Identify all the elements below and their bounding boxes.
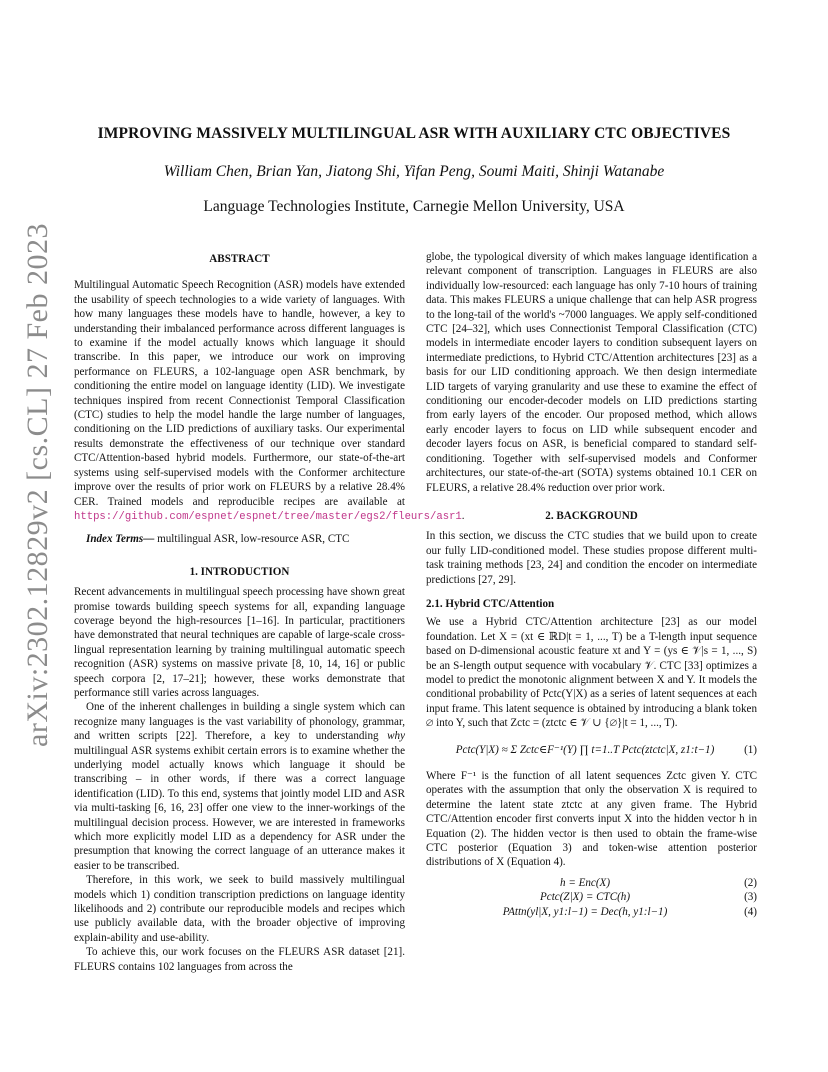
equation-1 bbox=[426, 743, 757, 757]
equation-4 bbox=[426, 905, 757, 919]
equation-3-number: (3) bbox=[744, 891, 757, 904]
background-heading: 2. BACKGROUND bbox=[545, 509, 638, 522]
intro-paragraph-2 bbox=[74, 700, 405, 873]
arxiv-side-label bbox=[20, 223, 56, 747]
equation-3-body: Pctc(Z|X) = CTC(h) bbox=[540, 891, 631, 904]
subsection-heading: 2.1. Hybrid CTC/Attention bbox=[426, 597, 555, 610]
equation-1-number: (1) bbox=[744, 743, 757, 756]
equation-1-body: Pctc(Y|X) ≈ Σ Zctc∈F⁻¹(Y) ∏ t=1..T Pctc(ztctc|X, z1:t−1) bbox=[455, 743, 715, 756]
index-terms bbox=[74, 532, 405, 546]
intro-paragraph-4: To achieve this, our work focuses on the FLEURS ASR dataset [21]. FLEURS contains 102 languages from across the bbox=[74, 946, 405, 973]
arxiv-identifier: arXiv:2302.12829v2 [cs.CL] 27 Feb 2023 bbox=[21, 223, 54, 747]
affiliation: Language Technologies Institute, Carnegie Mellon University, USA bbox=[203, 198, 625, 215]
intro-p2-rest: multilingual ASR systems exhibit certain errors is to examine whether the underlying model actually knows which language it should be transcribing – in other words, if there was a correct language identification (LID). To this end, systems that jointly model LID and ASR via multi-tasking [6, 16, 23] offer one view to the inner-workings of the multilingual decision process. However, we are interested in frameworks which more explicitly model LID as a dependency for ASR under the presumption that knowing the correct language of an utterance makes it easier to be transcribed. bbox=[74, 744, 405, 872]
equation-4-body: PAttn(yl|X, y1:l−1) = Dec(h, y1:l−1) bbox=[502, 905, 668, 918]
background-paragraph: In this section, we discuss the CTC studies that we build upon to create our fully LID-conditioned model. These studies propose different multi-task training methods [23, 24] and condition the encoder on intermediate predictions [27, 29]. bbox=[426, 530, 757, 586]
left-column bbox=[74, 252, 465, 974]
equation-4-number: (4) bbox=[744, 905, 757, 918]
repo-link[interactable]: https://github.com/espnet/espnet/tree/master/egs2/fleurs/asr1 bbox=[74, 510, 462, 523]
index-terms-label: Index Terms— bbox=[86, 533, 155, 546]
abstract-end: . bbox=[461, 509, 465, 522]
abstract-heading: ABSTRACT bbox=[209, 253, 270, 265]
hybrid-paragraph-2: Where F⁻¹ is the function of all latent sequences Zctc given Y. CTC operates with the assumption that only the observation X is required to determine the latent state ztctc at any given frame. The Hybrid CTC/Attention encoder first converts input X into the hidden vector h in Equation (2). The hidden vector is then used to obtain the frame-wise CTC posterior (Equation 3) and token-wise attention posterior distributions of X (Equation 4). bbox=[426, 770, 757, 869]
abstract-body: Multilingual Automatic Speech Recognition (ASR) models have extended the usability of speech technologies to a wide variety of languages. With how many languages these models have to handle, however, a key to understanding their imbalanced performance across different languages is to examine if the model actually knows which language it should transcribe. In this paper, we introduce our work on improving performance on FLEURS, a 102-language open ASR benchmark, by conditioning the entire model on language identity (LID). We investigate techniques inspired from recent Connectionist Temporal Classification (CTC) studies to help the model handle the large number of languages, conditioning on the LID predictions of auxiliary tasks. Our experimental results demonstrate the effectiveness of our technique over standard CTC/Attention-based hybrid models. Furthermore, our state-of-the-art systems using self-supervised models with the Conformer architecture improve over the results of prior work on FLEURS by a relative 28.4% CER. Trained models and reproducible recipes are available at bbox=[74, 279, 405, 508]
index-terms-text: multilingual ASR, low-resource ASR, CTC bbox=[157, 533, 350, 546]
intro-paragraph-1: Recent advancements in multilingual speech processing have shown great promise towards building speech systems for all, expanding language coverage beyond the high-resources [1–16]. In particular, practitioners have demonstrated that neural techniques are capable of large-scale cross-lingual representation learning by training multilingual automatic speech recognition (ASR) systems on massive private [8, 10, 14, 16] or public speech corpora [2, 17–21]; however, these works demonstrate that performance still varies across languages. bbox=[74, 586, 405, 699]
equation-2-body: h = Enc(X) bbox=[560, 876, 611, 889]
equation-3 bbox=[426, 890, 757, 904]
hybrid-paragraph-1: We use a Hybrid CTC/Attention architecture [23] as our model foundation. Let X = (xt ∈ ℝD|t = 1, ..., T) be a T-length input sequence based on D-dimensional acoustic feature xt and Y = (ys ∈ 𝒱|s = 1, ..., S) be an S-length output sequence with vocabulary 𝒱. CTC [33] optimizes a model to predict the monotonic alignment between X and Y. It models the conditional probability of Pctc(Y|X) as a series of latent sequences at each input frame. This latent sequence is obtained by introducing a blank token ∅ into Y, such that Zctc = (ztctc ∈ 𝒱 ∪ {∅}|t = 1, ..., T). bbox=[426, 616, 757, 730]
intro-paragraph-3: Therefore, in this work, we seek to build massively multilingual models which 1) condition transcription predictions on language identity likelihoods and 2) contribute our reproducible models and recipes which use publicly available data, with the broader objective of improving explain-ability and use-ability. bbox=[74, 874, 405, 944]
paper-title: IMPROVING MASSIVELY MULTILINGUAL ASR WITH AUXILIARY CTC OBJECTIVES bbox=[97, 125, 731, 142]
intro-continued: globe, the typological diversity of which makes language identification a relevant component of transcription. Languages in FLEURS are also individually low-resourced: each language has only 7-10 hours of training data. This makes FLEURS a unique challenge that can help ASR progress to the long-tail of the world's ~7000 languages. We apply self-conditioned CTC [24–32], which uses Connectionist Temporal Classification (CTC) models in intermediate encoder layers to condition subsequent layers on intermediate predictions, to Hybrid CTC/Attention architectures [23] as a basis for our LID conditioning approach. We then design intermediate LID targets of varying granularity and use these to examine the effect of conditioning our encoder-decoder models on LID predictions starting from early layers of the encoder. Our proposed method, which allows early encoder layers to focus on LID while subsequent encoder and decoder layers focus on ASR, is beneficial compared to standard self-conditioning. Together with self-supervised models and Conformer architectures, our state-of-the-art (SOTA) systems obtained 10.1 CER on FLEURS, a relative 28.4% reduction over prior work. bbox=[426, 251, 757, 494]
equation-2 bbox=[426, 876, 757, 890]
equation-2-number: (2) bbox=[744, 876, 757, 889]
intro-p2-start: One of the inherent challenges in building a single system which can recognize many languages is the vast variability of phonology, grammar, and written scripts [22]. Therefore, a key to understanding bbox=[74, 701, 405, 743]
abstract-text bbox=[74, 278, 465, 524]
intro-p2-why: why bbox=[387, 730, 405, 743]
author-list: William Chen, Brian Yan, Jiatong Shi, Yifan Peng, Soumi Maiti, Shinji Watanabe bbox=[163, 163, 665, 180]
right-column bbox=[426, 250, 757, 919]
intro-heading: 1. INTRODUCTION bbox=[189, 565, 290, 578]
